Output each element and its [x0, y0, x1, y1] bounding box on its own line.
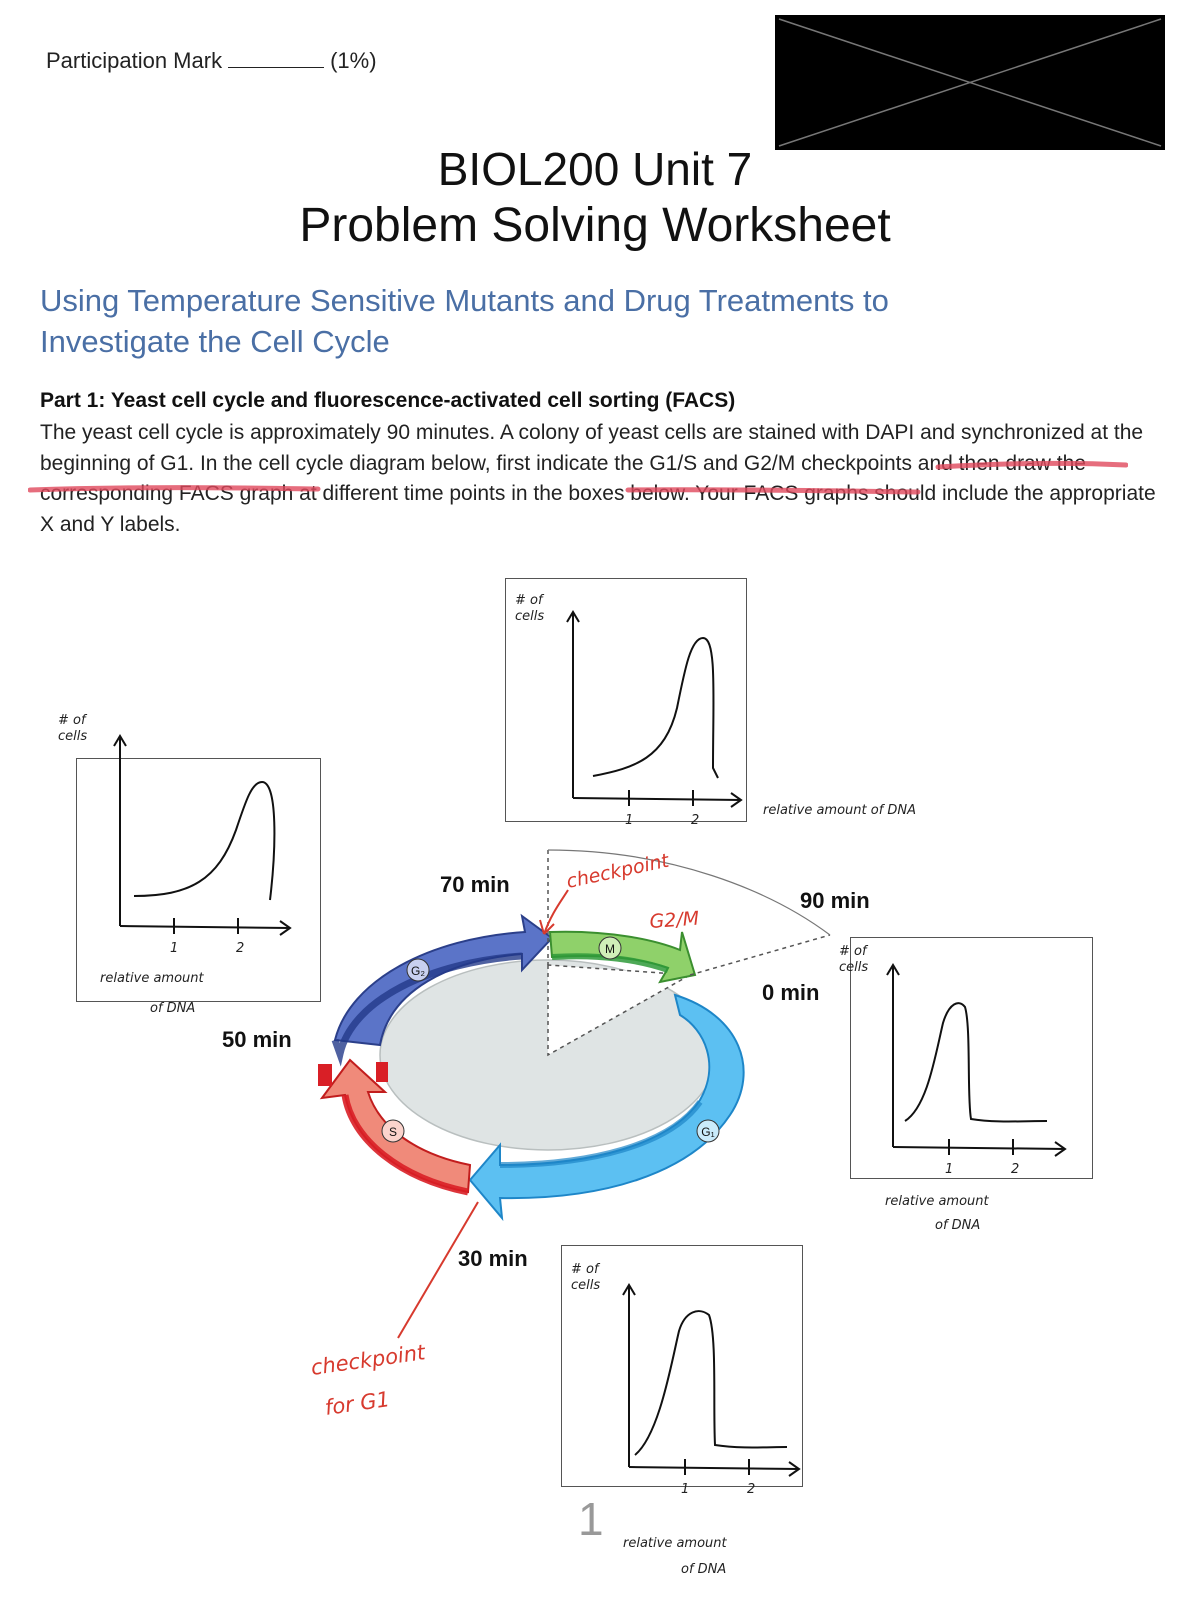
time-label-0: 0 min: [762, 980, 820, 1005]
time-label-70: 70 min: [440, 872, 510, 897]
facs-top-ylabel-2: cells: [515, 609, 545, 624]
worksheet-title: Problem Solving Worksheet: [299, 199, 891, 252]
facs-right-ylabel-2: cells: [839, 960, 869, 975]
part1-instructions: The yeast cell cycle is approximately 90 minutes. A colony of yeast cells are stained with DAPI and synchronized at the beginning of G1. In the cell cycle diagram below, first indicate the G1/S and G2/M checkpoints and then draw the corresponding FACS graph at different time points in the boxes below. Your FACS graphs should include the appropriate X and Y labels.: [40, 421, 1156, 536]
facs-left-tick-2: 2: [236, 941, 245, 956]
facs-left-tick-1: 1: [170, 941, 179, 956]
facs-bottom-tick-2: 2: [747, 1482, 756, 1497]
facs-right-ylabel-1: # of: [839, 944, 867, 959]
time-label-90: 90 min: [800, 888, 870, 913]
facs-right-xlabel-2: of DNA: [935, 1218, 981, 1233]
checkpoint-g2m-label: G2/M: [648, 907, 700, 933]
facs-graph-right: [835, 937, 1135, 1247]
checkpoint-g2m-word: checkpoint: [564, 850, 671, 893]
participation-mark: [46, 48, 377, 74]
facs-graph-top: [505, 578, 1005, 858]
checkpoint-g1-word: checkpoint: [309, 1340, 427, 1380]
facs-left-xlabel-2: of DNA: [150, 1001, 196, 1016]
worksheet-subtitle: [40, 280, 1040, 362]
participation-blank[interactable]: [228, 67, 324, 68]
facs-bottom-tick-1: 1: [681, 1482, 690, 1497]
redacted-box: [775, 15, 1165, 150]
facs-top-ylabel-1: # of: [515, 593, 543, 608]
facs-left-ylabel-2: cells: [58, 729, 88, 744]
facs-bottom-ylabel-1: # of: [571, 1262, 599, 1277]
subtitle-line-2: Investigate the Cell Cycle: [40, 324, 390, 359]
facs-bottom-ylabel-2: cells: [571, 1278, 601, 1293]
facs-top-xlabel: relative amount of DNA: [763, 803, 917, 818]
redacted-cross-icon: [775, 15, 1165, 150]
facs-right-tick-1: 1: [945, 1162, 954, 1177]
participation-weight: (1%): [330, 48, 377, 73]
page-number: 1: [578, 1493, 604, 1545]
facs-left-xlabel-1: relative amount: [100, 971, 204, 986]
facs-right-tick-2: 2: [1011, 1162, 1020, 1177]
facs-graph-left: [50, 700, 350, 1030]
facs-right-xlabel-1: relative amount: [885, 1194, 989, 1209]
g2-label: G₂: [411, 964, 425, 978]
m-label: M: [605, 942, 615, 956]
checkpoint-g1-label: for G1: [323, 1387, 392, 1420]
time-label-30: 30 min: [458, 1246, 528, 1271]
part1-heading: Part 1: Yeast cell cycle and fluorescence-activated cell sorting (FACS): [40, 389, 736, 412]
s-label: S: [388, 1125, 398, 1139]
facs-top-tick-2: 2: [691, 813, 700, 828]
facs-graph-bottom: [561, 1245, 861, 1595]
time-label-50: 50 min: [222, 1027, 292, 1052]
facs-bottom-xlabel-1: relative amount: [623, 1536, 727, 1551]
facs-top-tick-1: 1: [625, 813, 634, 828]
participation-label: Participation Mark: [46, 48, 223, 73]
facs-bottom-xlabel-2: of DNA: [681, 1562, 727, 1577]
g1-label: G₁: [701, 1125, 715, 1139]
subtitle-line-1: Using Temperature Sensitive Mutants and Drug Treatments to: [40, 283, 889, 318]
facs-left-ylabel-1: # of: [58, 713, 86, 728]
worksheet-title-course: BIOL200 Unit 7: [437, 143, 753, 195]
